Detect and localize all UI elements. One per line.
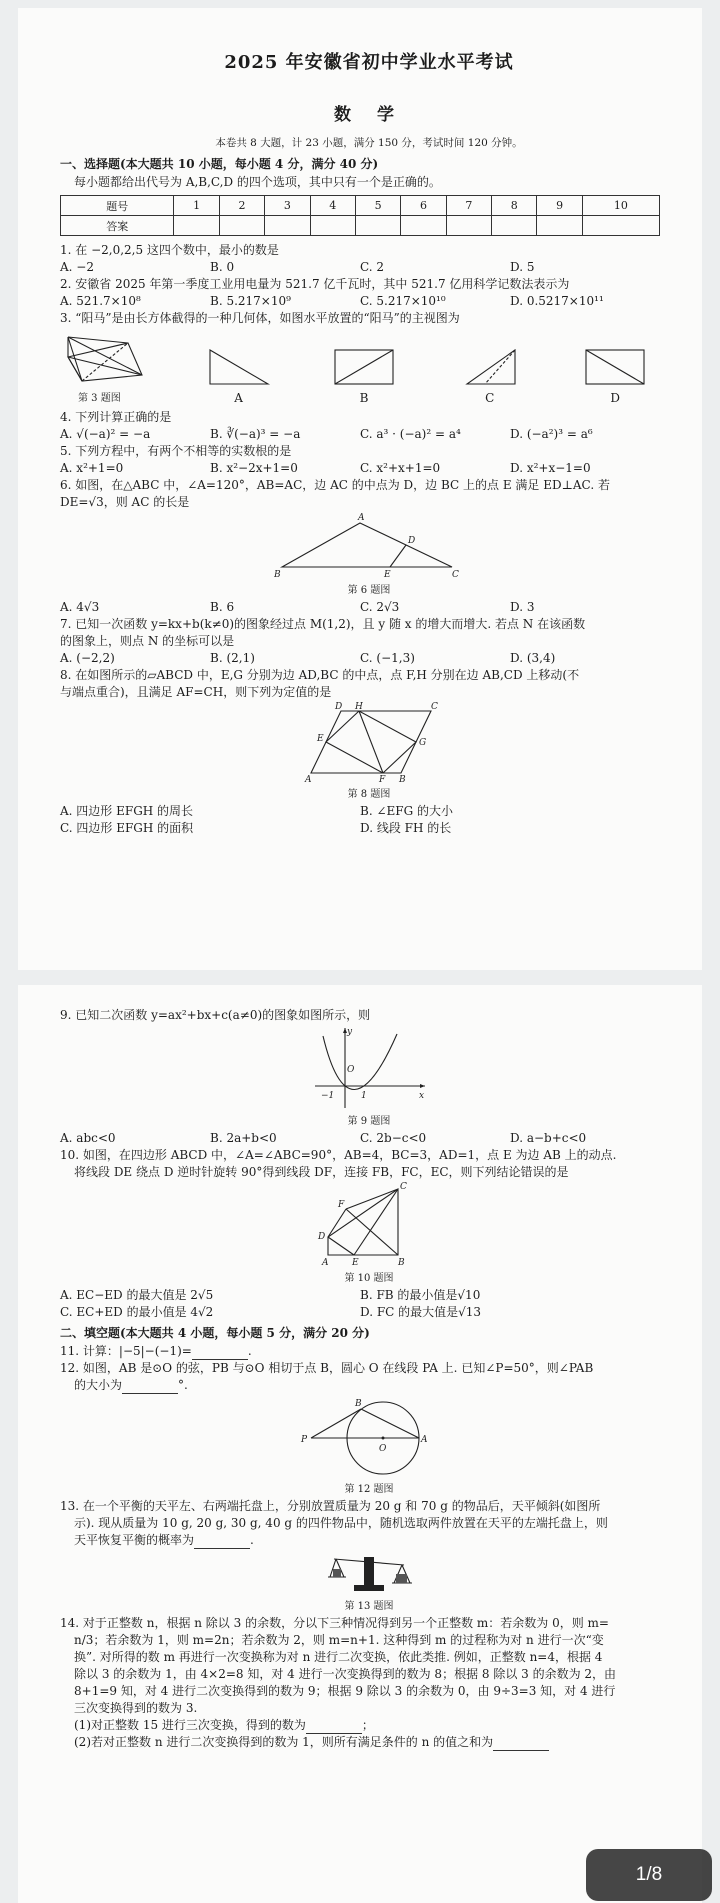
question-8-options: [60, 803, 678, 837]
answer-cell: [219, 216, 264, 236]
option-d: D. a−b+c<0: [510, 1131, 587, 1145]
option-b: B. (2,1): [210, 651, 255, 665]
question-13-stem-cont-2: [60, 1532, 678, 1549]
answer-blank: [122, 1381, 178, 1394]
figure-caption: 第 9 题图: [347, 1116, 391, 1127]
answer-blank: [306, 1721, 362, 1734]
answer-table: [60, 195, 660, 236]
option-b-label: B: [359, 391, 369, 405]
answer-cell: [446, 216, 491, 236]
question-14-line-1: 14. 对于正整数 n，根据 n 除以 3 的余数，分以下三种情况得到另一个正整数 m：若余数为 0，则 m=: [60, 1616, 609, 1630]
svg-text:A: A: [322, 1258, 329, 1267]
option-b: B. FB 的最小值是√10: [360, 1288, 481, 1302]
question-13-stem-text: 天平恢复平衡的概率为: [74, 1533, 195, 1547]
question-13-figure: [60, 1549, 678, 1595]
svg-text:A: A: [305, 775, 312, 783]
figure-caption: 第 12 题图: [344, 1484, 394, 1495]
option-b-figure: [301, 344, 427, 407]
figure-caption: 第 3 题图: [78, 393, 121, 404]
option-d: D. FC 的最大值是√13: [360, 1305, 482, 1319]
question-9-options: [60, 1130, 678, 1147]
svg-text:E: E: [384, 570, 391, 579]
svg-text:H: H: [355, 702, 363, 712]
question-5-stem: 5. 下列方程中，有两个不相等的实数根的是: [60, 444, 292, 458]
question-7-options: [60, 650, 678, 667]
table-number: 6: [401, 196, 446, 216]
option-d-figure: [552, 344, 678, 407]
option-b: B. ∛(−a)³ = −a: [210, 427, 301, 441]
question-11: [60, 1343, 678, 1360]
question-11-tail: .: [247, 1344, 252, 1358]
question-8-stem-cont: 与端点重合)，且满足 AF=CH，则下列为定值的是: [60, 685, 332, 699]
table-number: 8: [492, 196, 537, 216]
svg-text:F: F: [338, 1200, 345, 1210]
question-12-stem: 12. 如图，AB 是⊙O 的弦，PB 与⊙O 相切于点 B，圆心 O 在线段 PA 上. 已知∠P=50°，则∠PAB: [60, 1361, 594, 1375]
question-6-stem-cont: DE=√3，则 AC 的长是: [60, 495, 190, 509]
quadrilateral-abcd-diagram: [314, 1181, 424, 1267]
option-c: C. 2b−c<0: [360, 1131, 427, 1145]
question-6-figure: [60, 511, 678, 579]
question-6-options: [60, 599, 678, 616]
svg-text:D: D: [318, 1232, 326, 1242]
svg-text:E: E: [352, 1258, 359, 1267]
question-12-figure: [60, 1394, 678, 1478]
figure-caption: 第 10 题图: [344, 1273, 394, 1284]
question-7-stem-cont: 的图象上，则点 N 的坐标可以是: [60, 634, 235, 648]
option-a: A. √(−a)² = −a: [60, 427, 151, 441]
option-a: A. −2: [60, 260, 94, 274]
question-14-line-2: n/3；若余数为 1，则 m=2n；若余数为 2，则 m=n+1. 这种得到 m 的过程称为对 n 进行一次“变: [74, 1633, 604, 1647]
answer-blank: [194, 1536, 250, 1549]
option-c-view: [455, 344, 525, 390]
answer-table-answer-row: [61, 216, 660, 236]
svg-text:D: D: [335, 702, 343, 712]
option-a: A. 4√3: [60, 600, 100, 614]
table-number: 2: [219, 196, 264, 216]
svg-text:P: P: [301, 1435, 308, 1445]
question-3-stem: 3. “阳马”是由长方体截得的一种几何体，如图水平放置的“阳马”的主视图为: [60, 311, 460, 325]
option-c: C. (−1,3): [360, 651, 415, 665]
svg-text:A: A: [358, 513, 365, 523]
question-9-stem: 9. 已知二次函数 y=ax²+bx+c(a≠0)的图象如图所示，则: [60, 1008, 371, 1022]
question-10-stem: 10. 如图，在四边形 ABCD 中，∠A=∠ABC=90°，AB=4，BC=3，AD=1，点 E 为边 AB 上的动点.: [60, 1148, 617, 1162]
question-10-stem-cont: 将线段 DE 绕点 D 逆时针旋转 90°得到线段 DF，连接 FB，FC，EC，则下列结论错误的是: [74, 1165, 569, 1179]
question-14-part-2: [60, 1734, 678, 1751]
question-1-options: [60, 259, 678, 276]
option-a: A. 四边形 EFGH 的周长: [60, 804, 194, 818]
option-c: C. EC+ED 的最小值是 4√2: [60, 1305, 214, 1319]
table-number: 7: [446, 196, 491, 216]
section-heading: 二、填空题(本大题共 4 小题，每小题 5 分，满分 20 分): [60, 1326, 370, 1340]
question-4-options: [60, 426, 678, 443]
svg-text:y: y: [347, 1027, 353, 1037]
question-1-stem: 1. 在 −2,0,2,5 这四个数中，最小的数是: [60, 243, 279, 257]
question-14-part-1-text: (1)对正整数 15 进行三次变换，得到的数为: [74, 1718, 306, 1732]
yangma-figure: [60, 329, 176, 407]
option-c: C. x²+x+1=0: [360, 461, 441, 475]
table-number: 10: [582, 196, 659, 216]
option-b: B. x²−2x+1=0: [210, 461, 298, 475]
exam-page-1: [18, 8, 702, 970]
option-c: C. 四边形 EFGH 的面积: [60, 821, 194, 835]
triangle-abc-diagram: [274, 511, 464, 579]
answer-cell: [492, 216, 537, 236]
table-number: 1: [174, 196, 219, 216]
svg-text:G: G: [419, 738, 427, 748]
option-d: D. 0.5217×10¹¹: [510, 294, 604, 308]
svg-text:O: O: [347, 1065, 355, 1075]
section-instruction: 每小题都给出代号为 A,B,C,D 的四个选项，其中只有一个是正确的。: [74, 175, 441, 189]
question-4-stem: 4. 下列计算正确的是: [60, 410, 172, 424]
option-a: A. EC−ED 的最大值是 2√5: [60, 1288, 214, 1302]
question-12-tail: °.: [178, 1378, 188, 1392]
question-14-part-1: [60, 1717, 678, 1734]
question-8-figure: [60, 701, 678, 783]
option-c-label: C: [485, 391, 495, 405]
option-a: A. (−2,2): [60, 651, 115, 665]
option-d: D. 3: [510, 600, 535, 614]
question-11-stem: 11. 计算：|−5|−(−1)=: [60, 1344, 192, 1358]
option-c: C. 2√3: [360, 600, 400, 614]
svg-text:D: D: [408, 536, 416, 546]
svg-text:B: B: [274, 570, 281, 579]
table-header-label: 题号: [61, 196, 174, 216]
question-12-stem-text: 的大小为: [74, 1378, 123, 1392]
option-b: B. 5.217×10⁹: [210, 294, 291, 308]
subject-heading: 数 学: [334, 105, 404, 125]
parallelogram-diagram: [299, 701, 439, 783]
question-9-figure: [60, 1024, 678, 1110]
option-a-figure: [176, 344, 302, 407]
question-14-line-3: 换”. 对所得的数 m 再进行一次变换称为对 n 进行二次变换，依此类推. 例如，正整数 n=4，根据 4: [74, 1650, 603, 1664]
option-d: D. 5: [510, 260, 535, 274]
option-d: D. (3,4): [510, 651, 556, 665]
question-14-line-5: 8+1=9 知，对 4 进行二次变换得到的数为 9；根据 9 除以 3 的余数为 0，由 9÷3=3 知，对 4 进行: [74, 1684, 616, 1698]
svg-text:B: B: [355, 1399, 362, 1409]
question-13-stem: 13. 在一个平衡的天平左、右两端托盘上，分别放置质量为 20 g 和 70 g 的物品后，天平倾斜(如图所: [60, 1499, 601, 1513]
yangma-solid-diagram: [60, 329, 150, 387]
svg-text:O: O: [379, 1444, 387, 1454]
option-c: C. 5.217×10¹⁰: [360, 294, 446, 308]
table-number: 9: [537, 196, 582, 216]
question-5-options: [60, 460, 678, 477]
question-13-stem-cont: 示). 现从质量为 10 g, 20 g, 30 g, 40 g 的四件物品中，随机选取两件放置在天平的左端托盘上，则: [74, 1516, 608, 1530]
table-answer-label: 答案: [61, 216, 174, 236]
exam-meta: 本卷共 8 大题，计 23 小题，满分 150 分，考试时间 120 分钟。: [215, 137, 523, 149]
circle-tangent-diagram: [299, 1394, 439, 1478]
answer-blank: [493, 1738, 549, 1751]
figure-caption: 第 13 题图: [344, 1601, 394, 1612]
answer-cell: [537, 216, 582, 236]
svg-text:B: B: [398, 1258, 405, 1267]
answer-cell: [582, 216, 659, 236]
svg-text:C: C: [400, 1182, 407, 1192]
option-b: B. 0: [210, 260, 235, 274]
answer-cell: [355, 216, 400, 236]
table-number: 3: [265, 196, 310, 216]
section-heading: 一、选择题(本大题共 10 小题，每小题 4 分，满分 40 分): [60, 157, 379, 171]
answer-table-header-row: [61, 196, 660, 216]
table-number: 5: [355, 196, 400, 216]
answer-cell: [174, 216, 219, 236]
question-14-line-4: 除以 3 的余数为 1，由 4×2=8 知，对 4 进行一次变换得到的数为 8；根据 8 除以 3 的余数为 2，由: [74, 1667, 617, 1681]
question-12-stem-cont: [60, 1377, 678, 1394]
exam-title: 2025 年安徽省初中学业水平考试: [224, 52, 514, 73]
answer-cell: [265, 216, 310, 236]
figure-caption: 第 8 题图: [347, 789, 391, 800]
exam-page-2: [18, 985, 702, 1903]
balance-scale-icon: [324, 1549, 414, 1595]
question-14-line-6: 三次变换得到的数为 3.: [74, 1701, 198, 1715]
question-7-stem: 7. 已知一次函数 y=kx+b(k≠0)的图象经过点 M(1,2)，且 y 随 x 的增大而增大. 若点 N 在该函数: [60, 617, 586, 631]
option-d-view: [580, 344, 650, 390]
svg-text:x: x: [419, 1091, 425, 1101]
option-a-label: A: [234, 391, 243, 405]
option-d-label: D: [610, 391, 621, 405]
question-8-stem: 8. 在如图所示的▱ABCD 中，E,G 分别为边 AD,BC 的中点，点 F,H 分别在边 AB,CD 上移动(不: [60, 668, 580, 682]
question-10-figure: [60, 1181, 678, 1267]
question-14-part-2-text: (2)若对正整数 n 进行二次变换得到的数为 1，则所有满足条件的 n 的值之和为: [74, 1735, 494, 1749]
option-a: A. abc<0: [60, 1131, 116, 1145]
question-10-options: [60, 1287, 678, 1321]
option-b: B. 6: [210, 600, 235, 614]
question-6-stem: 6. 如图，在△ABC 中，∠A=120°，AB=AC，边 AC 的中点为 D，边 BC 上的点 E 满足 ED⊥AC. 若: [60, 478, 610, 492]
svg-text:C: C: [431, 702, 438, 712]
answer-blank: [192, 1347, 248, 1360]
option-c-figure: [427, 344, 553, 407]
svg-text:B: B: [399, 775, 406, 783]
answer-cell: [310, 216, 355, 236]
svg-text:−1: −1: [321, 1091, 335, 1101]
option-b: B. ∠EFG 的大小: [360, 804, 453, 818]
question-14-part-1-tail: ；: [361, 1718, 374, 1732]
option-d: D. x²+x−1=0: [510, 461, 591, 475]
option-a: A. 521.7×10⁸: [60, 294, 141, 308]
svg-text:E: E: [317, 734, 324, 744]
svg-text:C: C: [452, 570, 459, 579]
page-indicator[interactable]: 1/8: [586, 1849, 712, 1901]
answer-cell: [401, 216, 446, 236]
figure-caption: 第 6 题图: [347, 585, 391, 596]
question-2-stem: 2. 安徽省 2025 年第一季度工业用电量为 521.7 亿千瓦时，其中 521.7 亿用科学记数法表示为: [60, 277, 570, 291]
svg-text:1: 1: [361, 1091, 367, 1101]
parabola-diagram: [309, 1024, 429, 1110]
question-2-options: [60, 293, 678, 310]
option-a: A. x²+1=0: [60, 461, 124, 475]
table-number: 4: [310, 196, 355, 216]
option-b-view: [329, 344, 399, 390]
option-c: C. 2: [360, 260, 385, 274]
option-d: D. 线段 FH 的长: [360, 821, 452, 835]
question-13-tail: .: [250, 1533, 254, 1547]
option-a-view: [204, 344, 274, 390]
option-c: C. a³ · (−a)² = a⁴: [360, 427, 461, 441]
option-b: B. 2a+b<0: [210, 1131, 277, 1145]
option-d: D. (−a²)³ = a⁶: [510, 427, 593, 441]
svg-text:F: F: [379, 775, 386, 783]
question-3-figures: [60, 329, 678, 407]
svg-text:A: A: [421, 1435, 428, 1445]
